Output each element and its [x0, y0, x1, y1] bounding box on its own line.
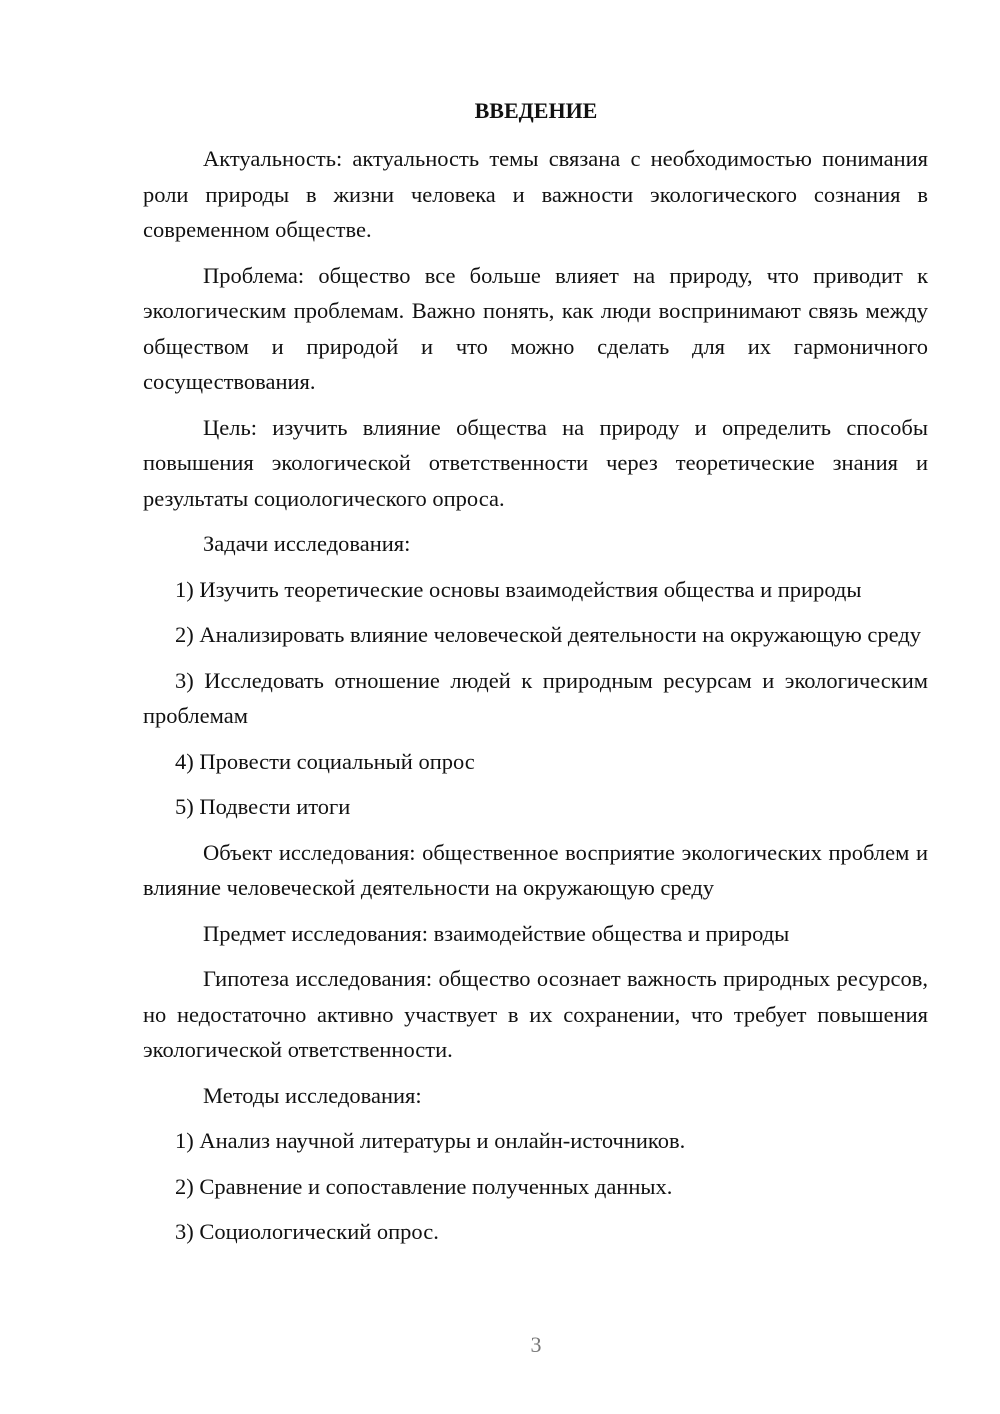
task-item-1: 1) Изучить теоретические основы взаимодействия общества и природы: [175, 576, 862, 602]
task-item-5: 5) Подвести итоги: [175, 794, 351, 819]
paragraph-hypothesis: Гипотеза исследования: общество осознает важность природных ресурсов, но недостаточно активно участвует в их сохранении, что требует повышения экологической ответственности.: [143, 966, 928, 1062]
page-title: ВВЕДЕНИЕ: [474, 98, 598, 123]
task-item-2: 2) Анализировать влияние человеческой деятельности на окружающую среду: [175, 622, 922, 647]
methods-heading: Методы исследования:: [203, 1082, 422, 1108]
method-item-3: 3) Социологический опрос.: [175, 1219, 439, 1244]
paragraph-subject: Предмет исследования: взаимодействие общества и природы: [203, 920, 790, 946]
task-item-4: 4) Провести социальный опрос: [175, 748, 475, 774]
paragraph-goal: Цель: изучить влияние общества на природу и определить способы повышения экологической ответственности через теоретические знания и результаты социологического опроса.: [143, 414, 928, 511]
paragraph-relevance: Актуальность: актуальность темы связана с необходимостью понимания роли природы в жизни человека и важности экологического сознания в современном обществе.: [143, 146, 928, 242]
method-item-2: 2) Сравнение и сопоставление полученных данных.: [175, 1173, 673, 1199]
paragraph-problem: Проблема: общество все больше влияет на природу, что приводит к экологическим проблемам. Важно понять, как люди воспринимают связь между обществом и природой и что можно сделать для их гармоничного сосуществования.: [143, 262, 928, 394]
method-item-1: 1) Анализ научной литературы и онлайн-источников.: [175, 1128, 686, 1153]
document-body: [143, 141, 928, 1260]
task-item-3: 3) Исследовать отношение людей к природным ресурсам и экологическим проблемам: [143, 667, 928, 728]
paragraph-object: Объект исследования: общественное восприятие экологических проблем и влияние человеческой деятельности на окружающую среду: [143, 839, 928, 900]
page-number: 3: [530, 1332, 542, 1357]
tasks-heading: Задачи исследования:: [203, 531, 411, 556]
